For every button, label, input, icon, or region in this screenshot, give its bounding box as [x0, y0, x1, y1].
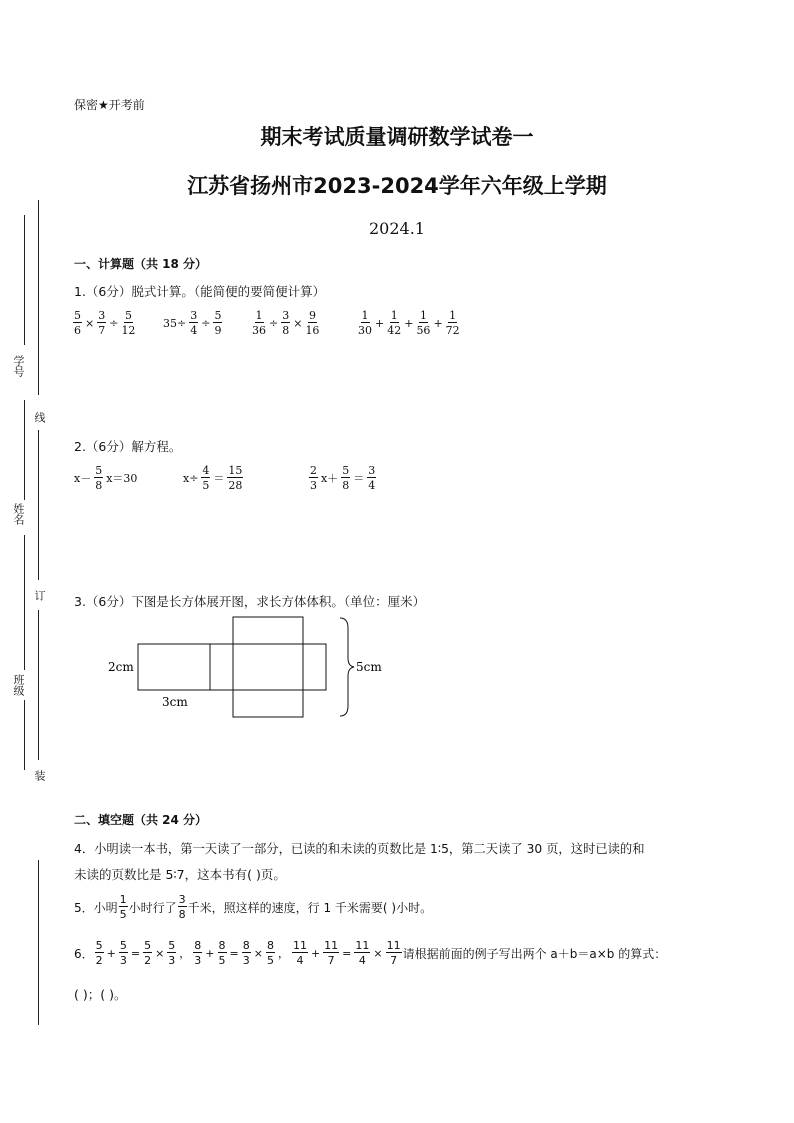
- operator: ×: [253, 946, 263, 960]
- operator: x＋: [321, 472, 339, 485]
- numerator: 8: [242, 939, 250, 952]
- denominator: 8: [178, 908, 186, 921]
- fraction: [227, 465, 243, 491]
- fraction: [189, 310, 198, 336]
- student-id-label: 学号: [12, 355, 25, 377]
- q1-expression-2: [161, 310, 223, 336]
- denominator: 4: [190, 324, 198, 337]
- numerator: 5: [95, 464, 103, 477]
- q2-equation-2: [181, 465, 244, 491]
- denominator: 5: [119, 908, 127, 921]
- bind-mark: 装: [33, 770, 46, 781]
- operator: ÷: [269, 316, 279, 330]
- fraction: [358, 310, 372, 336]
- line-mark: 线: [33, 412, 46, 423]
- q1-expression-4: [357, 310, 461, 336]
- fraction: [97, 310, 106, 336]
- denominator: 72: [445, 324, 460, 337]
- fraction: [94, 465, 103, 491]
- numerator: 4: [202, 464, 210, 477]
- fraction: [354, 940, 370, 966]
- operator: ×: [293, 316, 303, 330]
- question-3-text: 3.（6分）下图是长方体展开图，求长方体体积。（单位：厘米）: [74, 594, 426, 609]
- operator: x＝30: [106, 472, 138, 485]
- numerator: 11: [292, 939, 307, 952]
- fraction: [323, 940, 339, 966]
- fraction: [201, 465, 210, 491]
- denominator: 7: [390, 954, 398, 967]
- net-face-top: [233, 617, 303, 644]
- label-5cm: 5cm: [356, 660, 382, 674]
- numerator: 5: [124, 309, 132, 322]
- denominator: 3: [194, 954, 202, 967]
- operator: +: [375, 316, 385, 330]
- denominator: 7: [327, 954, 335, 967]
- operator: +: [106, 946, 116, 960]
- denominator: 2: [95, 954, 103, 967]
- fraction: [119, 940, 128, 966]
- denominator: 3: [310, 479, 317, 492]
- binding-line-3: [38, 610, 39, 760]
- numerator: 11: [386, 939, 401, 952]
- fraction: [95, 940, 104, 966]
- q2-equation-1: [72, 465, 139, 491]
- denominator: 8: [95, 479, 103, 492]
- exam-date: 2024.1: [369, 219, 425, 238]
- operator: ，: [277, 947, 289, 960]
- numerator: 11: [324, 939, 339, 952]
- denominator: 3: [168, 954, 176, 967]
- operator: ÷: [109, 316, 119, 330]
- fraction: [193, 940, 202, 966]
- denominator: 2: [144, 954, 152, 967]
- numerator: 3: [178, 893, 186, 906]
- numerator: 5: [74, 309, 81, 322]
- numerator: 5: [342, 464, 350, 477]
- operator: =: [342, 946, 352, 960]
- denominator: 9: [214, 324, 222, 337]
- denominator: 16: [305, 324, 320, 337]
- class-underline: [24, 535, 25, 670]
- q1-expression-1: [72, 310, 136, 336]
- denominator: 5: [202, 479, 210, 492]
- name-underline: [24, 400, 25, 500]
- denominator: 4: [358, 954, 366, 967]
- denominator: 7: [98, 324, 106, 337]
- numerator: 5: [168, 939, 176, 952]
- denominator: 42: [387, 324, 402, 337]
- fraction: [281, 310, 290, 336]
- numerator: 11: [355, 939, 370, 952]
- section2-heading: 二、填空题（共 24 分）: [74, 813, 208, 827]
- operator: +: [433, 316, 443, 330]
- fraction: [119, 894, 128, 920]
- operator: ＝: [353, 472, 365, 485]
- operator: +: [205, 946, 215, 960]
- denominator: 56: [416, 324, 431, 337]
- denominator: 5: [218, 954, 226, 967]
- staple-mark: 订: [33, 590, 46, 601]
- fraction: [73, 310, 82, 336]
- fraction: [167, 940, 176, 966]
- numerator: 5: [214, 309, 222, 322]
- numerator: 15: [228, 464, 243, 477]
- numerator: 3: [98, 309, 106, 322]
- fraction: [446, 310, 460, 336]
- question-4-line-1: 4．小明读一本书，第一天读了一部分，已读的和未读的页数比是 1∶5，第二天读了 30 页，这时已读的和: [74, 842, 645, 856]
- fraction: [387, 310, 401, 336]
- question-5: 5．小明 $\frac{1}{5}$ 小时行了 $\frac{3}{8}$ 千米，照这样的速度，行 1 千米需要( )小时。: [74, 893, 433, 921]
- exam-title: 期末考试质量调研数学试卷一: [260, 125, 534, 149]
- fraction: [252, 310, 266, 336]
- operator: ×: [85, 316, 95, 330]
- section1-heading: 一、计算题（共 18 分）: [74, 257, 208, 271]
- denominator: 5: [266, 954, 274, 967]
- net-face-center-left: [210, 644, 233, 690]
- numerator: 8: [218, 939, 226, 952]
- denominator: 3: [242, 954, 250, 967]
- numerator: 3: [368, 464, 376, 477]
- operator: +: [310, 946, 321, 960]
- numerator: 1: [390, 309, 398, 322]
- operator: =: [229, 946, 239, 960]
- numerator: 9: [308, 309, 316, 322]
- fraction: [213, 310, 222, 336]
- numerator: 2: [310, 464, 317, 477]
- net-face-middle: [233, 644, 303, 690]
- fraction: [266, 940, 275, 966]
- operator: +: [404, 316, 414, 330]
- fraction: [292, 940, 308, 966]
- fraction: [386, 940, 402, 966]
- denominator: 36: [252, 324, 266, 337]
- question-4-line-2: 未读的页数比是 5∶7，这本书有( )页。: [74, 867, 286, 882]
- denominator: 28: [228, 479, 243, 492]
- question-1-text: 1.（6分）脱式计算。（能简便的要简便计算）: [74, 284, 326, 299]
- label-2cm: 2cm: [108, 660, 134, 674]
- brace: [340, 618, 354, 716]
- fraction: [121, 310, 135, 336]
- numerator: 5: [119, 939, 127, 952]
- student-id-underline: [24, 215, 25, 345]
- fraction: [341, 465, 350, 491]
- label-3cm: 3cm: [162, 695, 188, 709]
- net-face-left: [138, 644, 210, 690]
- fraction: [305, 310, 319, 336]
- operator: ＝: [213, 472, 225, 485]
- numerator: 8: [194, 939, 202, 952]
- operator: x－: [74, 472, 92, 485]
- numerator: 1: [361, 309, 369, 322]
- fraction: [416, 310, 430, 336]
- confidential-label: 保密★开考前: [74, 98, 145, 112]
- numerator: 1: [255, 309, 263, 322]
- denominator: 30: [358, 324, 372, 337]
- question-6-answer-blanks[interactable]: ( )；( )。: [74, 987, 127, 1002]
- numerator: 1: [449, 309, 457, 322]
- q2-equation-3: [308, 465, 377, 491]
- binding-line-4: [38, 860, 39, 1025]
- net-face-right: [303, 644, 326, 690]
- operator: ，: [179, 947, 191, 960]
- numerator: 1: [419, 309, 427, 322]
- name-label: 姓名: [12, 503, 25, 525]
- cuboid-net-diagram: [100, 612, 390, 727]
- numerator: 5: [144, 939, 152, 952]
- q1-expression-3: [251, 310, 320, 336]
- fraction: [367, 465, 376, 491]
- question-2-text: 2.（6分）解方程。: [74, 439, 182, 454]
- question-6: 6． $\frac{5}{2}$ + $\frac{5}{3}$ = $\frac{5}{2}$ × $\frac{5}{3}$ ， $\frac{8}{3}$ + $\frac{8}{5}$ = $\frac{8}{3}$ × $\frac{8}{5}$ ， $\frac{11}{4}$ + $\frac{11}{7}$ = $\frac{11}{4}$ × $\frac{11}{7}$ 请根据前面的例子写出两个 a＋b＝a×b 的算式：: [74, 939, 667, 967]
- operator: ×: [155, 946, 165, 960]
- operator: x÷: [183, 471, 199, 485]
- numerator: 3: [282, 309, 290, 322]
- exam-subtitle: 江苏省扬州市2023-2024学年六年级上学期: [187, 174, 607, 198]
- denominator: 4: [296, 954, 304, 967]
- class-label: 班级: [12, 674, 25, 696]
- operator: 35÷: [163, 316, 187, 330]
- denominator: 8: [342, 479, 350, 492]
- fraction: [218, 940, 227, 966]
- fraction: [309, 465, 318, 491]
- denominator: 12: [121, 324, 136, 337]
- operator: =: [130, 946, 141, 960]
- denominator: 3: [119, 954, 127, 967]
- denominator: 6: [74, 324, 81, 337]
- operator: ÷: [201, 316, 211, 330]
- class-underline-2: [24, 700, 25, 770]
- denominator: 4: [368, 479, 376, 492]
- fraction: [178, 894, 187, 920]
- numerator: 3: [190, 309, 198, 322]
- net-face-bottom: [233, 690, 303, 717]
- numerator: 5: [95, 939, 103, 952]
- fraction: [242, 940, 251, 966]
- numerator: 1: [119, 893, 127, 906]
- operator: ×: [373, 946, 383, 960]
- fraction: [143, 940, 152, 966]
- numerator: 8: [266, 939, 274, 952]
- binding-line-2: [38, 430, 39, 580]
- denominator: 8: [282, 324, 290, 337]
- binding-line-1: [38, 200, 39, 395]
